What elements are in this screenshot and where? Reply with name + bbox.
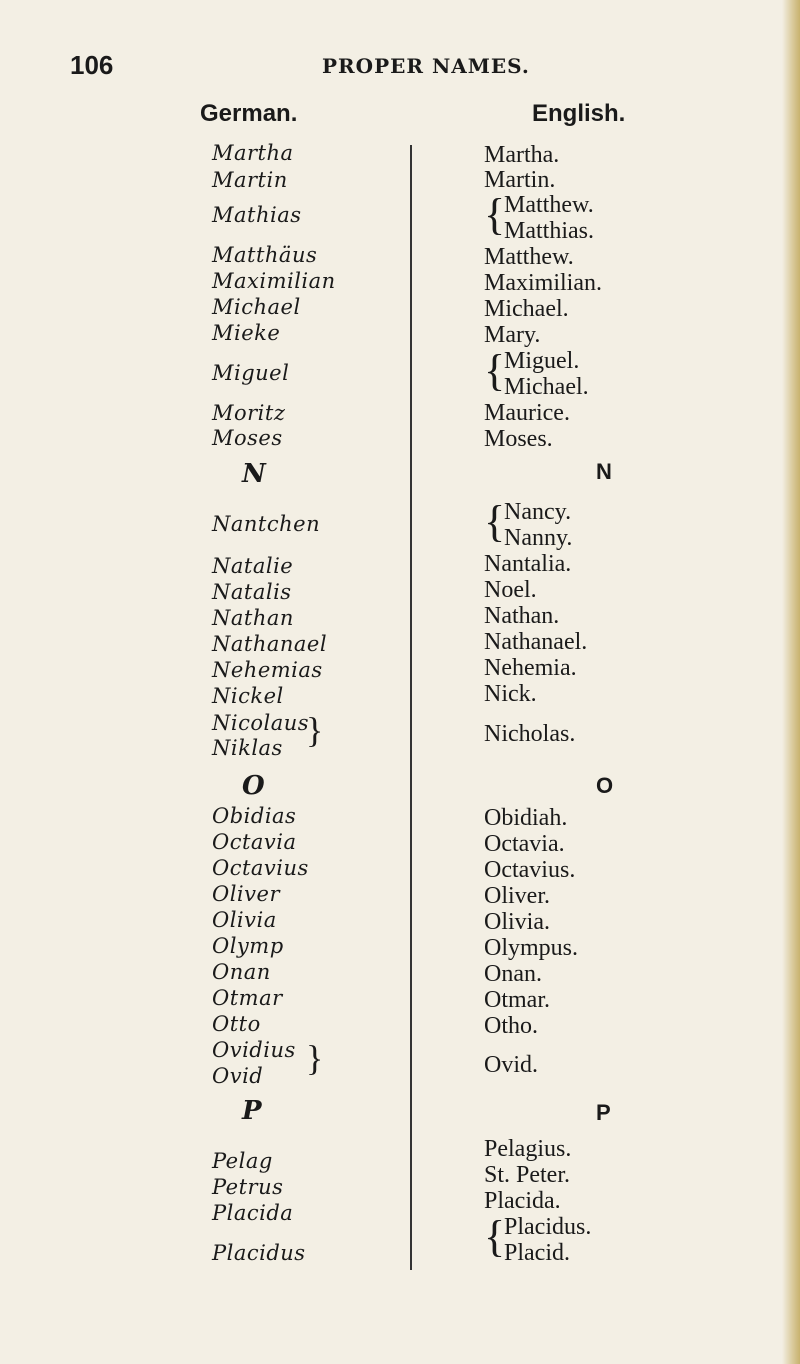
english-entry: Miguel. xyxy=(504,348,580,374)
english-entry: Otho. xyxy=(484,1013,538,1039)
german-entry: Mathias xyxy=(212,203,302,227)
german-entry: Niklas xyxy=(212,736,283,760)
english-entry: Placidus. xyxy=(504,1214,592,1240)
english-entry: Nancy. xyxy=(504,499,572,525)
german-entry: Nicolaus xyxy=(212,711,310,735)
german-entry: Natalis xyxy=(212,580,292,604)
english-entry: Matthew. xyxy=(484,244,574,270)
english-entry: Martin. xyxy=(484,167,556,193)
english-entry: Onan. xyxy=(484,961,542,987)
german-entry: Miguel xyxy=(212,361,290,385)
english-entry: Ovid. xyxy=(484,1052,538,1078)
german-entry: Ovid xyxy=(212,1064,264,1088)
german-entry: Ovidius xyxy=(212,1038,296,1062)
english-entry: Michael. xyxy=(484,296,569,322)
english-entry: Nicholas. xyxy=(484,721,576,747)
german-entry: Moses xyxy=(212,426,283,450)
english-entry: Nick. xyxy=(484,681,537,707)
english-entry: Maurice. xyxy=(484,400,570,426)
english-entry: Nantalia. xyxy=(484,551,572,577)
german-entry: Olivia xyxy=(212,908,277,932)
english-entry: Matthew. xyxy=(504,192,594,218)
german-entry: Nathan xyxy=(212,606,294,630)
german-section-letter: N xyxy=(242,459,266,489)
english-entry: Octavia. xyxy=(484,831,565,857)
german-entry: Otmar xyxy=(212,986,283,1010)
german-brace: } xyxy=(306,710,324,750)
column-divider xyxy=(410,145,412,1270)
german-entry: Placida xyxy=(212,1201,294,1225)
english-entry: Otmar. xyxy=(484,987,550,1013)
english-entry: Placida. xyxy=(484,1188,561,1214)
english-entry: Moses. xyxy=(484,426,553,452)
german-entry: Natalie xyxy=(212,554,294,578)
english-section-letter: O xyxy=(596,773,614,798)
german-entry: Nathanael xyxy=(212,632,328,656)
running-title: PROPER NAMES. xyxy=(322,54,530,78)
english-entry: Michael. xyxy=(504,374,589,400)
english-entry: Nehemia. xyxy=(484,655,577,681)
german-entry: Michael xyxy=(212,295,301,319)
english-brace: { xyxy=(484,497,506,546)
english-entry: Nanny. xyxy=(504,525,573,551)
german-entry: Onan xyxy=(212,960,271,984)
english-entry: Noel. xyxy=(484,577,537,603)
german-entry: Octavius xyxy=(212,856,309,880)
english-entry: Olympus. xyxy=(484,935,579,961)
german-entry: Placidus xyxy=(212,1241,306,1265)
english-entry: St. Peter. xyxy=(484,1162,571,1188)
english-section-letter: N xyxy=(596,459,612,484)
english-entry: Martha. xyxy=(484,142,560,168)
english-entry: Matthias. xyxy=(504,218,594,244)
german-entry: Martha xyxy=(212,141,294,165)
german-entry: Moritz xyxy=(212,401,286,425)
german-section-letter: P xyxy=(242,1096,262,1126)
english-entry: Oliver. xyxy=(484,883,550,909)
german-entry: Matthäus xyxy=(212,243,318,267)
german-entry: Petrus xyxy=(212,1175,284,1199)
english-entry: Obidiah. xyxy=(484,805,568,831)
english-brace: { xyxy=(484,190,506,239)
german-entry: Oliver xyxy=(212,882,280,906)
german-brace: } xyxy=(306,1038,324,1078)
german-entry: Olymp xyxy=(212,934,284,958)
page-number: 106 xyxy=(70,50,114,80)
english-section-letter: P xyxy=(596,1100,611,1125)
english-entry: Nathanael. xyxy=(484,629,588,655)
english-entry: Placid. xyxy=(504,1240,570,1266)
german-entry: Octavia xyxy=(212,830,297,854)
english-entry: Maximilian. xyxy=(484,270,602,296)
english-entry: Olivia. xyxy=(484,909,550,935)
german-entry: Obidias xyxy=(212,804,297,828)
german-entry: Otto xyxy=(212,1012,261,1036)
english-entry: Octavius. xyxy=(484,857,576,883)
english-column-heading: English. xyxy=(532,100,626,127)
german-entry: Mieke xyxy=(212,321,281,345)
english-entry: Pelagius. xyxy=(484,1136,572,1162)
english-entry: Mary. xyxy=(484,322,541,348)
german-entry: Martin xyxy=(212,168,288,192)
english-entry: Nathan. xyxy=(484,603,560,629)
page-edge xyxy=(782,0,800,1364)
english-brace: { xyxy=(484,1212,506,1261)
german-entry: Nantchen xyxy=(212,512,321,536)
german-section-letter: O xyxy=(242,771,265,801)
german-column-heading: German. xyxy=(200,100,298,127)
german-entry: Pelag xyxy=(212,1149,273,1173)
page-header xyxy=(70,50,770,90)
english-brace: { xyxy=(484,346,506,395)
german-entry: Nehemias xyxy=(212,658,323,682)
german-entry: Nickel xyxy=(212,684,284,708)
german-entry: Maximilian xyxy=(212,269,336,293)
